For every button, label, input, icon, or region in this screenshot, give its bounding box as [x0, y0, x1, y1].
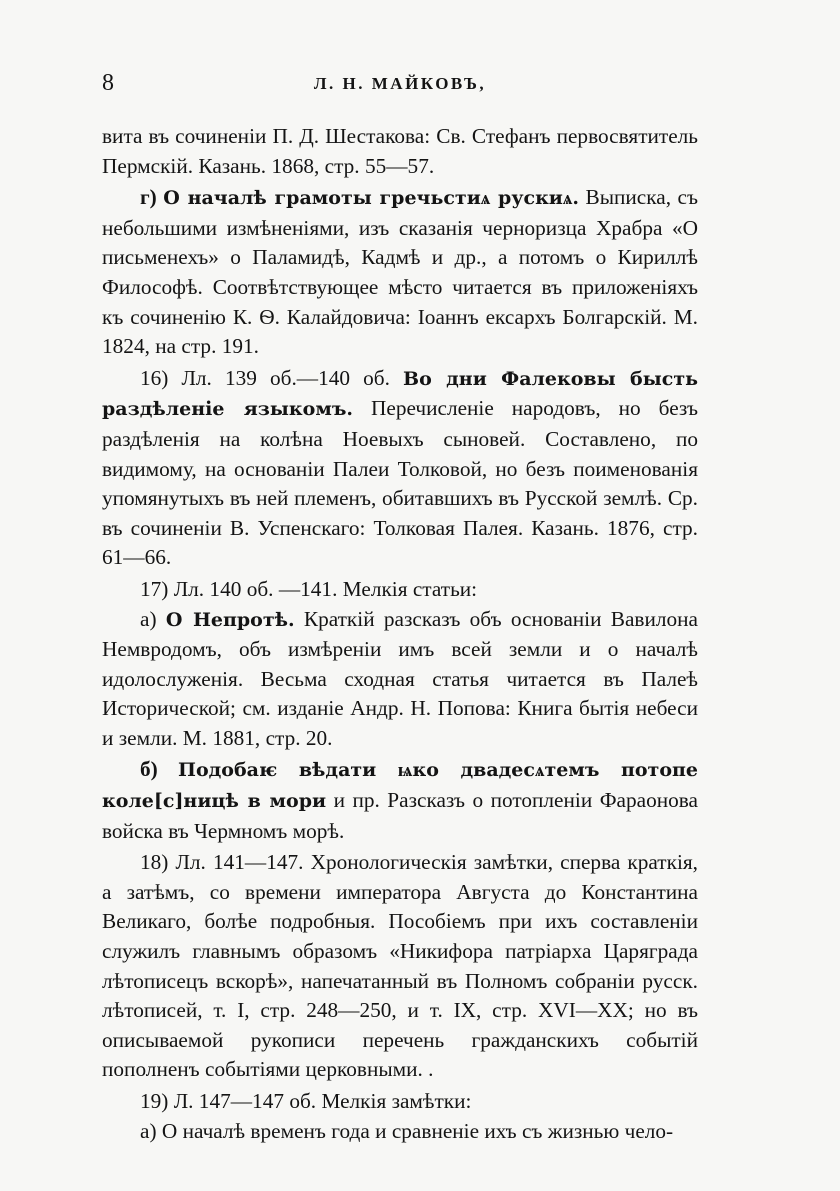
paragraph-text: вита въ сочиненіи П. Д. Шестакова: Св. Стефанъ первосвятитель Пермскій. Казань. 1868, стр. 55—57. [102, 124, 698, 178]
paragraph-lead: г) [140, 185, 164, 210]
paragraph-lead: б) [140, 757, 179, 782]
paragraph-item-18 [102, 848, 698, 1085]
paragraph-item-g [102, 183, 698, 362]
paragraph-text: Краткій разсказъ объ основаніи Вавилона Немвродомъ, объ измѣреніи имъ всей земли и о началѣ идолослуженія. Весьма сходная статья читается въ Палеѣ Исторической; см. изданіе Андр. Н. Попова: Книга бытія небеси и земли. М. 1881, стр. 20. [102, 606, 698, 750]
paragraph-text: Выписка, съ небольшими измѣненіями, изъ сказанія черноризца Храбра «О письменехъ» о Паламидѣ, Кадмѣ и др., а потомъ о Кириллѣ Философѣ. Соотвѣтствующее мѣсто читается въ приложеніяхъ къ сочиненію К. Ѳ. Калайдовича: Іоаннъ ексархъ Болгарскій. М. 1824, на стр. 191. [102, 185, 698, 359]
paragraph-item-17b [102, 755, 698, 846]
slavonic-title: Во дни Фалековы бысть раздѣленіе языкомъ. [102, 367, 698, 421]
paragraph-text: 18) Лл. 141—147. Хронологическія замѣтки, сперва краткія, а затѣмъ, со времени императора Августа до Константина Великаго, болѣе подробныя. Пособіемъ при ихъ составленіи служилъ главнымъ образомъ «Никифора патріарха Царяграда лѣтописецъ вскорѣ», напечатанный въ Полномъ собраніи русск. лѣтописей, т. I, стр. 248—250, и т. IX, стр. XVI—XX; но въ описываемой рукописи перечень гражданскихъ событій пополненъ событіями церковными. . [102, 850, 698, 1082]
paragraph-text: 19) Л. 147—147 об. Мелкія замѣтки: [140, 1089, 472, 1113]
paragraph-item-19 [102, 1087, 698, 1117]
paragraph-lead: 16) Лл. 139 об.—140 об. [140, 365, 404, 390]
paragraph-item-19a [102, 1117, 698, 1147]
paragraph-text: а) О началѣ временъ года и сравненіе ихъ съ жизнью чело- [140, 1118, 674, 1143]
paragraph-item-16 [102, 364, 698, 573]
page-header [102, 70, 698, 104]
slavonic-title: Подобаѥ вѣдати ѩко двадесѧтемъ потопе коле[с]ницѣ в мори [102, 759, 698, 813]
page-number: 8 [102, 70, 114, 96]
paragraph-text: Перечисленіе народовъ, но безъ раздѣленія на колѣна Ноевыхъ сыновей. Составлено, по видимому, на основаніи Палеи Толковой, но безъ поименованія упомянутыхъ въ ней племенъ, обитавшихъ въ Русской землѣ. Ср. въ сочиненіи В. Успенскаго: Толковая Палея. Казань. 1876, стр. 61—66. [102, 396, 698, 570]
slavonic-title: О Непротѣ. [165, 608, 295, 631]
running-head: Л. Н. МАЙКОВЪ, [313, 74, 487, 93]
paragraph-lead: а) [140, 606, 166, 631]
paragraph-lead: 17) Лл. 140 об. —141. Мелкія статьи: [140, 576, 478, 601]
paragraph-text: и пр. Разсказъ о потопленіи Фараонова войска въ Чермномъ морѣ. [102, 788, 698, 843]
paragraph-item-17 [102, 575, 698, 605]
page-body [102, 122, 698, 1146]
paragraph-continuation [102, 122, 698, 181]
paragraph-item-17a [102, 605, 698, 754]
slavonic-title: О началѣ грамоты гречьстиѧ рускиѧ. [163, 187, 580, 210]
